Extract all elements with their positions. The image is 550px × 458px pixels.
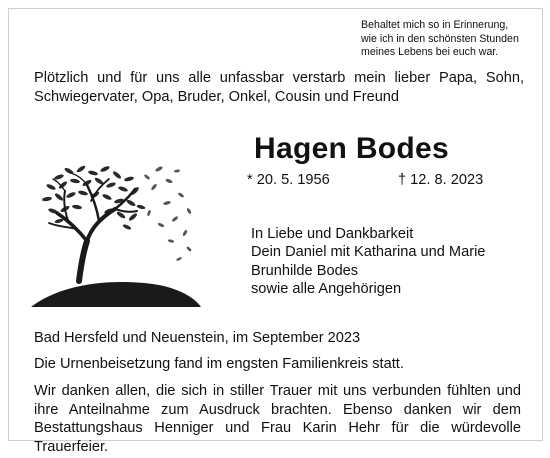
life-dates xyxy=(247,172,507,188)
quote-line: meines Lebens bei euch war. xyxy=(361,46,499,58)
quote-line: Behaltet mich so in Erinnerung, xyxy=(361,19,509,31)
birth-date: * 20. 5. 1956 xyxy=(247,172,330,188)
hill xyxy=(31,282,201,307)
obituary-card xyxy=(8,8,543,455)
family-line: Dein Daniel mit Katharina und Marie xyxy=(251,244,486,261)
family-line: sowie alle Angehörigen xyxy=(251,281,402,298)
burial-note: Die Urnenbeisetzung fand im engsten Familienkreis statt. xyxy=(34,356,404,372)
tree-illustration xyxy=(29,157,204,307)
thanks-text: Wir danken allen, die sich in stiller Trauer mit uns verbunden fühlten und ihre Anteilnahme zum Ausdruck brachten. Ebenso danken wir dem Bestattungshaus Henniger und Frau Karin Hehr für die würdevolle Trauerfeier. xyxy=(34,383,521,455)
quote-line: wie ich in den schönsten Stunden xyxy=(361,32,519,45)
family-line: In Liebe und Dankbarkeit xyxy=(251,226,414,242)
place-date: Bad Hersfeld und Neuenstein, im September 2023 xyxy=(34,330,361,346)
deceased-name: Hagen Bodes xyxy=(254,132,450,165)
falling-leaves xyxy=(143,165,192,261)
death-date: † 12. 8. 2023 xyxy=(398,172,484,188)
memorial-quote xyxy=(361,19,539,60)
family-line: Brunhilde Bodes xyxy=(251,262,359,279)
intro-text: Plötzlich und für uns alle unfassbar verstarb mein lieber Papa, Sohn, Schwiegervater, Opa, Bruder, Onkel, Cousin und Freund xyxy=(34,70,524,105)
family-signature xyxy=(251,225,485,299)
